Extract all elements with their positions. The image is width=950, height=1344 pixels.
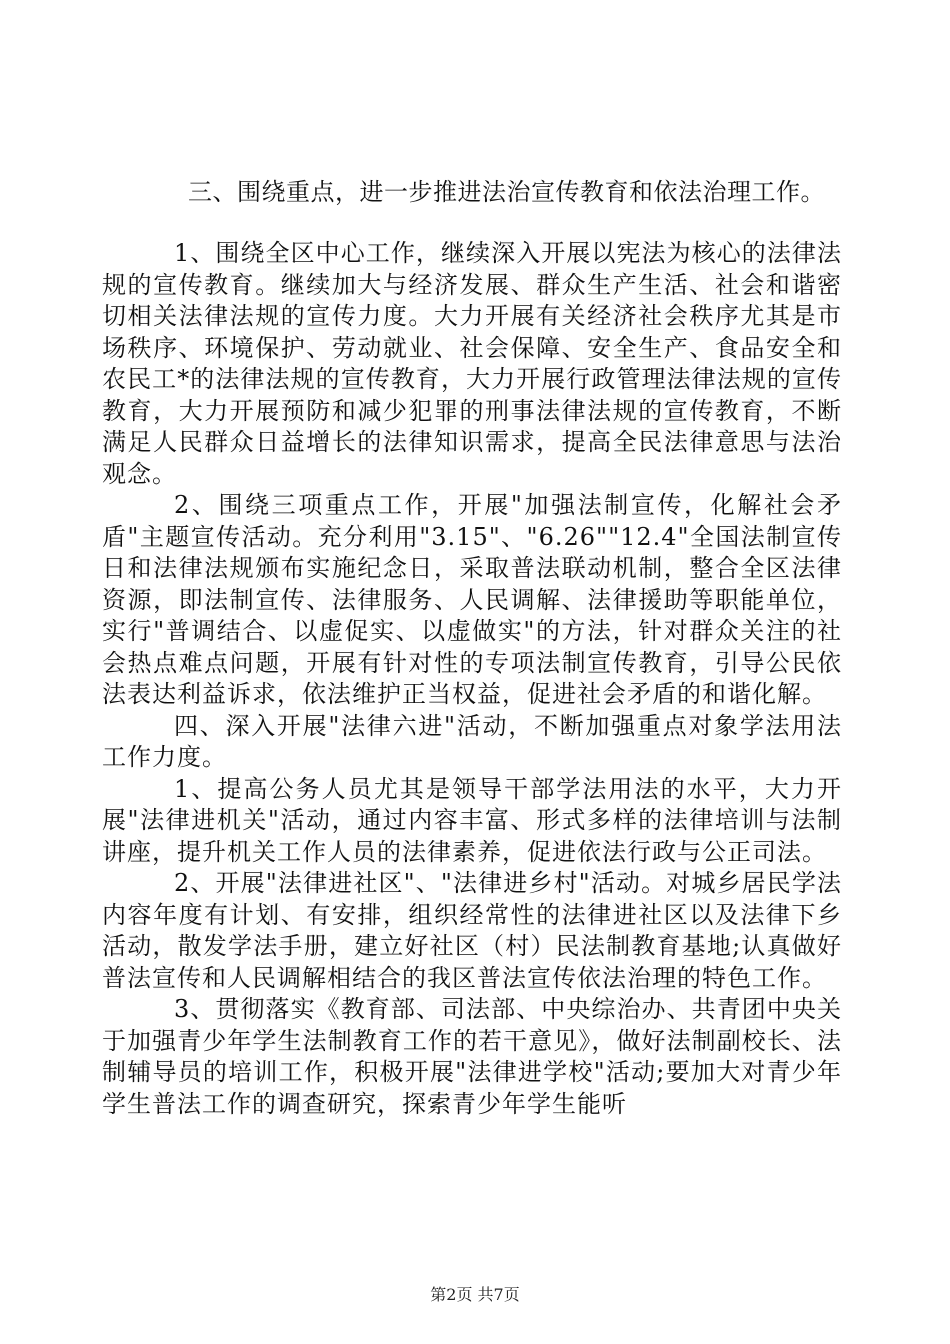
paragraph-5: 3、贯彻落实《教育部、司法部、中央综治办、共青团中央关于加强青少年学生法制教育工作的若干意见》，做好法制副校长、法制辅导员的培训工作，积极开展"法律进学校"活动;要加大对青少年学生普法工作的调查研究，探索青少年学生能听 — [102, 995, 842, 1118]
paragraph-2: 2、围绕三项重点工作，开展"加强法制宣传，化解社会矛盾"主题宣传活动。充分利用"3.15"、"6.26""12.4"全国法制宣传日和法律法规颁布实施纪念日，采取普法联动机制，整合全区法律资源，即法制宣传、法律服务、人民调解、法律援助等职能单位，实行"普调结合、以虚促实、以虚做实"的方法，针对群众关注的社会热点难点问题，开展有针对性的专项法制宣传教育，引导公民依法表达利益诉求，依法维护正当权益，促进社会矛盾的和谐化解。 — [102, 491, 842, 708]
section-heading: 三、围绕重点，进一步推进法治宣传教育和依法治理工作。 — [188, 178, 825, 206]
section-heading-4: 四、深入开展"法律六进"活动，不断加强重点对象学法用法工作力度。 — [102, 711, 842, 771]
paragraph-4: 2、开展"法律进社区"、"法律进乡村"活动。对城乡居民学法内容年度有计划、有安排，组织经常性的法律进社区以及法律下乡活动，散发学法手册，建立好社区（村）民法制教育基地;认真做好普法宣传和人民调解相结合的我区普法宣传依法治理的特色工作。 — [102, 869, 842, 992]
paragraph-3: 1、提高公务人员尤其是领导干部学法用法的水平，大力开展"法律进机关"活动，通过内容丰富、形式多样的法律培训与法制讲座，提升机关工作人员的法律素养，促进依法行政与公正司法。 — [102, 774, 842, 866]
page-footer: 第2页 共7页 — [430, 1285, 520, 1304]
document-body — [102, 238, 842, 1120]
paragraph-1: 1、围绕全区中心工作，继续深入开展以宪法为核心的法律法规的宣传教育。继续加大与经济发展、群众生产生活、社会和谐密切相关法律法规的宣传力度。大力开展有关经济社会秩序尤其是市场秩序、环境保护、劳动就业、社会保障、安全生产、食品安全和农民工*的法律法规的宣传教育，大力开展行政管理法律法规的宣传教育，大力开展预防和减少犯罪的刑事法律法规的宣传教育，不断满足人民群众日益增长的法律知识需求，提高全民法律意思与法治观念。 — [102, 239, 842, 488]
